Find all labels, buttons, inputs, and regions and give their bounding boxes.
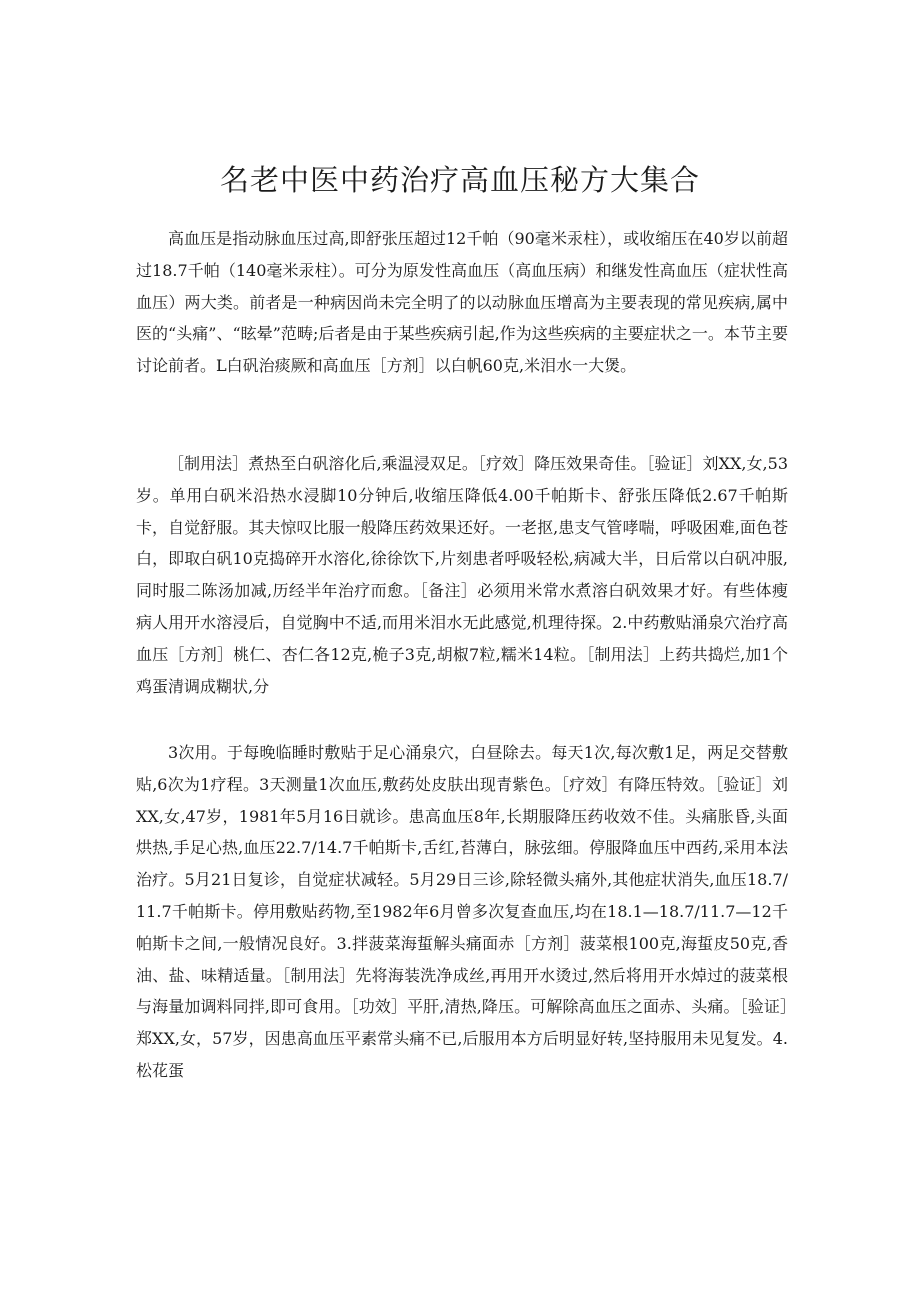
paragraph-intro: 高血压是指动脉血压过高,即舒张压超过12千帕（90毫米汞柱），或收缩压在40岁以前超过18.7千帕（140毫米汞柱）。可分为原发性高血压（高血压病）和继发性高血压（症状性高血压）两大类。前者是一种病因尚未完全明了的以动脉血压增高为主要表现的常见疾病,属中医的“头痛”、“眩晕”范畴;后者是由于某些疾病引起,作为这些疾病的主要症状之一。本节主要讨论前者。L白矾治痰厥和高血压［方剂］以白帆60克,米泪水一大煲。 (136, 229, 788, 376)
paragraph-application: 3次用。于每晚临睡时敷贴于足心涌泉穴，白昼除去。每天1次,每次敷1足，两足交替敷贴,6次为1疗程。3天测量1次血压,敷药处皮肤出现青紫色。［疗效］有降压特效。［验证］刘XX,女,47岁，1981年5月16日就诊。患高血压8年,长期服降压药收效不佳。头痛胀昏,头面烘热,手足心热,血压22.7/14.7千帕斯卡,舌红,苔薄白，脉弦细。停服降血压中西药,采用本法治疗。5月21日复诊，自觉症状减轻。5月29日三诊,除轻微头痛外,其他症状消失,血压18.7/11.7千帕斯卡。停用敷贴药物,至1982年6月曾多次复查血压,均在18.1—18.7/11.7—12千帕斯卡之间,一般情况良好。3.拌菠菜海蜇解头痛面赤［方剂］菠菜根100克,海蜇皮50克,香油、盐、味精适量。［制用法］先将海装洗净成丝,再用开水烫过,然后将用开水焯过的菠菜根与海量加调料同拌,即可食用。［功效］平肝,清热,降压。可解除高血压之面赤、头痛。［验证］郑XX,女，57岁，因患高血压平素常头痛不已,后服用本方后明显好转,坚持服用未见复发。4.松花蛋 (136, 743, 788, 1080)
document-title: 名老中医中药治疗高血压秘方大集合 (219, 163, 700, 197)
paragraph-preparation: ［制用法］煮热至白矾溶化后,乘温浸双足。［疗效］降压效果奇佳。［验证］刘XX,女,53岁。单用白矾米沿热水浸脚10分钟后,收缩压降低4.00千帕斯卡、舒张压降低2.67千帕斯卡，自觉舒服。其夫惊叹比服一般降压药效果还好。一老抠,患支气管哮喘，呼吸困难,面色苍白，即取白矾10克捣碎开水溶化,徐徐饮下,片刻患者呼吸轻松,病减大半，日后常以白矾冲服,同时服二陈汤加减,历经半年治疗而愈。［备注］必须用米常水煮溶白矾效果才好。有些体瘦病人用开水溶浸后，自觉胸中不适,而用米泪水无此感觉,机理待探。2.中药敷贴涌泉穴治疗高血压［方剂］桃仁、杏仁各12克,桅子3克,胡椒7粒,糯米14粒。［制用法］上药共捣烂,加1个鸡蛋清调成糊状,分 (136, 454, 788, 696)
